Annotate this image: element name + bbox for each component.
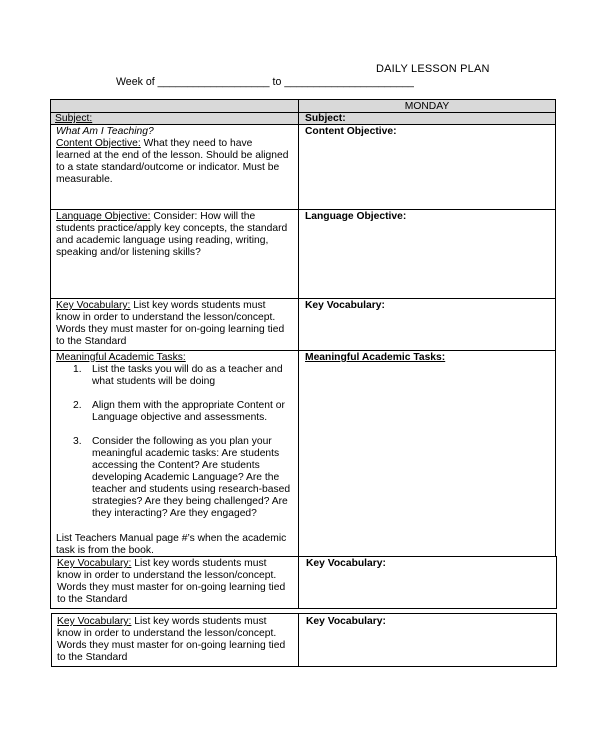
content-objective-first-line [56, 138, 296, 150]
task-line: teacher and students using research-based [92, 484, 291, 495]
content-objective-label-right[interactable]: Content Objective: [305, 126, 397, 137]
note-line: List Teachers Manual page #’s when the academic [56, 533, 287, 544]
language-objective-cell[interactable] [56, 211, 296, 259]
table-border-right [556, 613, 557, 667]
key-vocabulary-label-right-2[interactable]: Key Vocabulary: [306, 558, 386, 569]
key-vocabulary-line: to the Standard [57, 652, 128, 663]
table-rule [50, 350, 556, 351]
table-border-bottom [51, 666, 557, 667]
task-number: 1. [73, 364, 82, 375]
language-objective-line: students practice/apply key concepts, the standard [56, 223, 288, 234]
key-vocabulary-first-line [57, 558, 297, 570]
key-vocabulary-line: know in order to understand the lesson/concept. [56, 312, 276, 323]
subject-label-text: Subject: [55, 113, 93, 124]
table-border-top [50, 99, 556, 100]
task-line: Language objective and assessments. [92, 412, 268, 423]
language-objective-label: Language Objective: [56, 211, 151, 222]
table-border-right [556, 556, 557, 609]
academic-tasks-cell[interactable] [56, 352, 296, 557]
note-line: task is from the book. [56, 545, 154, 556]
task-line: accessing the Content? Are students [92, 460, 260, 471]
key-vocabulary-cell[interactable] [56, 300, 296, 348]
task-number: 2. [73, 400, 82, 411]
page-title: DAILY LESSON PLAN [376, 63, 490, 75]
key-vocabulary-line: know in order to understand the lesson/concept. [57, 570, 277, 581]
key-vocabulary-line: to the Standard [56, 336, 127, 347]
key-vocabulary-first-line [57, 616, 297, 628]
key-vocabulary-cell-3[interactable] [57, 616, 297, 664]
content-objective-text: What they need to have [140, 138, 253, 149]
key-vocabulary-label: Key Vocabulary: [56, 300, 131, 311]
key-vocabulary-label: Key Vocabulary: [57, 558, 132, 569]
academic-tasks-label: Meaningful Academic Tasks: [56, 352, 186, 363]
task-line: developing Academic Language? Are the [92, 472, 280, 483]
language-objective-line: speaking and/or listening skills? [56, 247, 201, 258]
task-line: Consider the following as you plan your [92, 436, 272, 447]
key-vocabulary-text: List key words students must [131, 558, 267, 569]
table-border-right [555, 99, 556, 557]
key-vocabulary-first-line [56, 300, 296, 312]
language-objective-first-line [56, 211, 296, 223]
task-line: meaningful academic tasks: Are students [92, 448, 280, 459]
content-objective-line: to a state standard/outcome or indicator. Must be [56, 162, 280, 173]
table-border-left [50, 99, 51, 557]
language-objective-label-right[interactable]: Language Objective: [305, 211, 407, 222]
content-objective-cell[interactable] [56, 126, 296, 186]
week-start-blank[interactable]: ___________________ [157, 76, 270, 88]
content-objective-label: Content Objective: [56, 138, 141, 149]
table-border-left [50, 556, 51, 609]
table-rule [50, 124, 556, 125]
content-objective-line: measurable. [56, 174, 113, 185]
task-item-1 [56, 364, 296, 388]
key-vocabulary-text: List key words students must [130, 300, 266, 311]
key-vocabulary-label: Key Vocabulary: [57, 616, 132, 627]
task-item-2 [56, 400, 296, 424]
week-to-label: to [272, 76, 282, 88]
key-vocabulary-cell-2[interactable] [57, 558, 297, 606]
key-vocabulary-line: to the Standard [57, 594, 128, 605]
week-of-line [116, 76, 414, 88]
table-rule [50, 298, 556, 299]
table-column-divider [298, 556, 299, 609]
key-vocabulary-text: List key words students must [131, 616, 267, 627]
task-line: strategies? Are they being challenged? Are [92, 496, 288, 507]
table-border-top [51, 613, 557, 614]
task-item-3 [56, 436, 296, 520]
week-of-label: Week of [116, 76, 155, 88]
key-vocabulary-line: Words they must master for on-going learning tied [57, 640, 286, 651]
key-vocabulary-line: Words they must master for on-going learning tied [56, 324, 285, 335]
key-vocabulary-label-right[interactable]: Key Vocabulary: [305, 300, 385, 311]
task-line: they interacting? Are they engaged? [92, 508, 257, 519]
key-vocabulary-label-right-3[interactable]: Key Vocabulary: [306, 616, 386, 627]
subject-row-shade [50, 113, 555, 124]
language-objective-line: and academic language using reading, writing, [56, 235, 269, 246]
table-rule [51, 608, 557, 609]
table-border-left [51, 613, 52, 667]
subject-label-right: Subject: [305, 113, 346, 124]
task-number: 3. [73, 436, 82, 447]
teaching-question: What Am I Teaching? [56, 126, 154, 137]
week-end-blank[interactable]: ______________________ [284, 76, 414, 88]
key-vocabulary-line: Words they must master for on-going learning tied [57, 582, 286, 593]
task-line: Align them with the appropriate Content or [92, 400, 285, 411]
table-column-divider [298, 99, 299, 557]
content-objective-line: learned at the end of the lesson. Should be aligned [56, 150, 289, 161]
day-header-monday: MONDAY [404, 101, 450, 112]
teachers-manual-note [56, 533, 296, 557]
language-objective-text: Consider: How will the [150, 211, 256, 222]
table-rule [50, 209, 556, 210]
key-vocabulary-line: know in order to understand the lesson/concept. [57, 628, 277, 639]
academic-tasks-label-right[interactable]: Meaningful Academic Tasks: [305, 352, 446, 363]
task-line: List the tasks you will do as a teacher and [92, 364, 283, 375]
table-column-divider [298, 613, 299, 667]
task-line: what students will be doing [92, 376, 216, 387]
subject-label-left [55, 113, 92, 125]
